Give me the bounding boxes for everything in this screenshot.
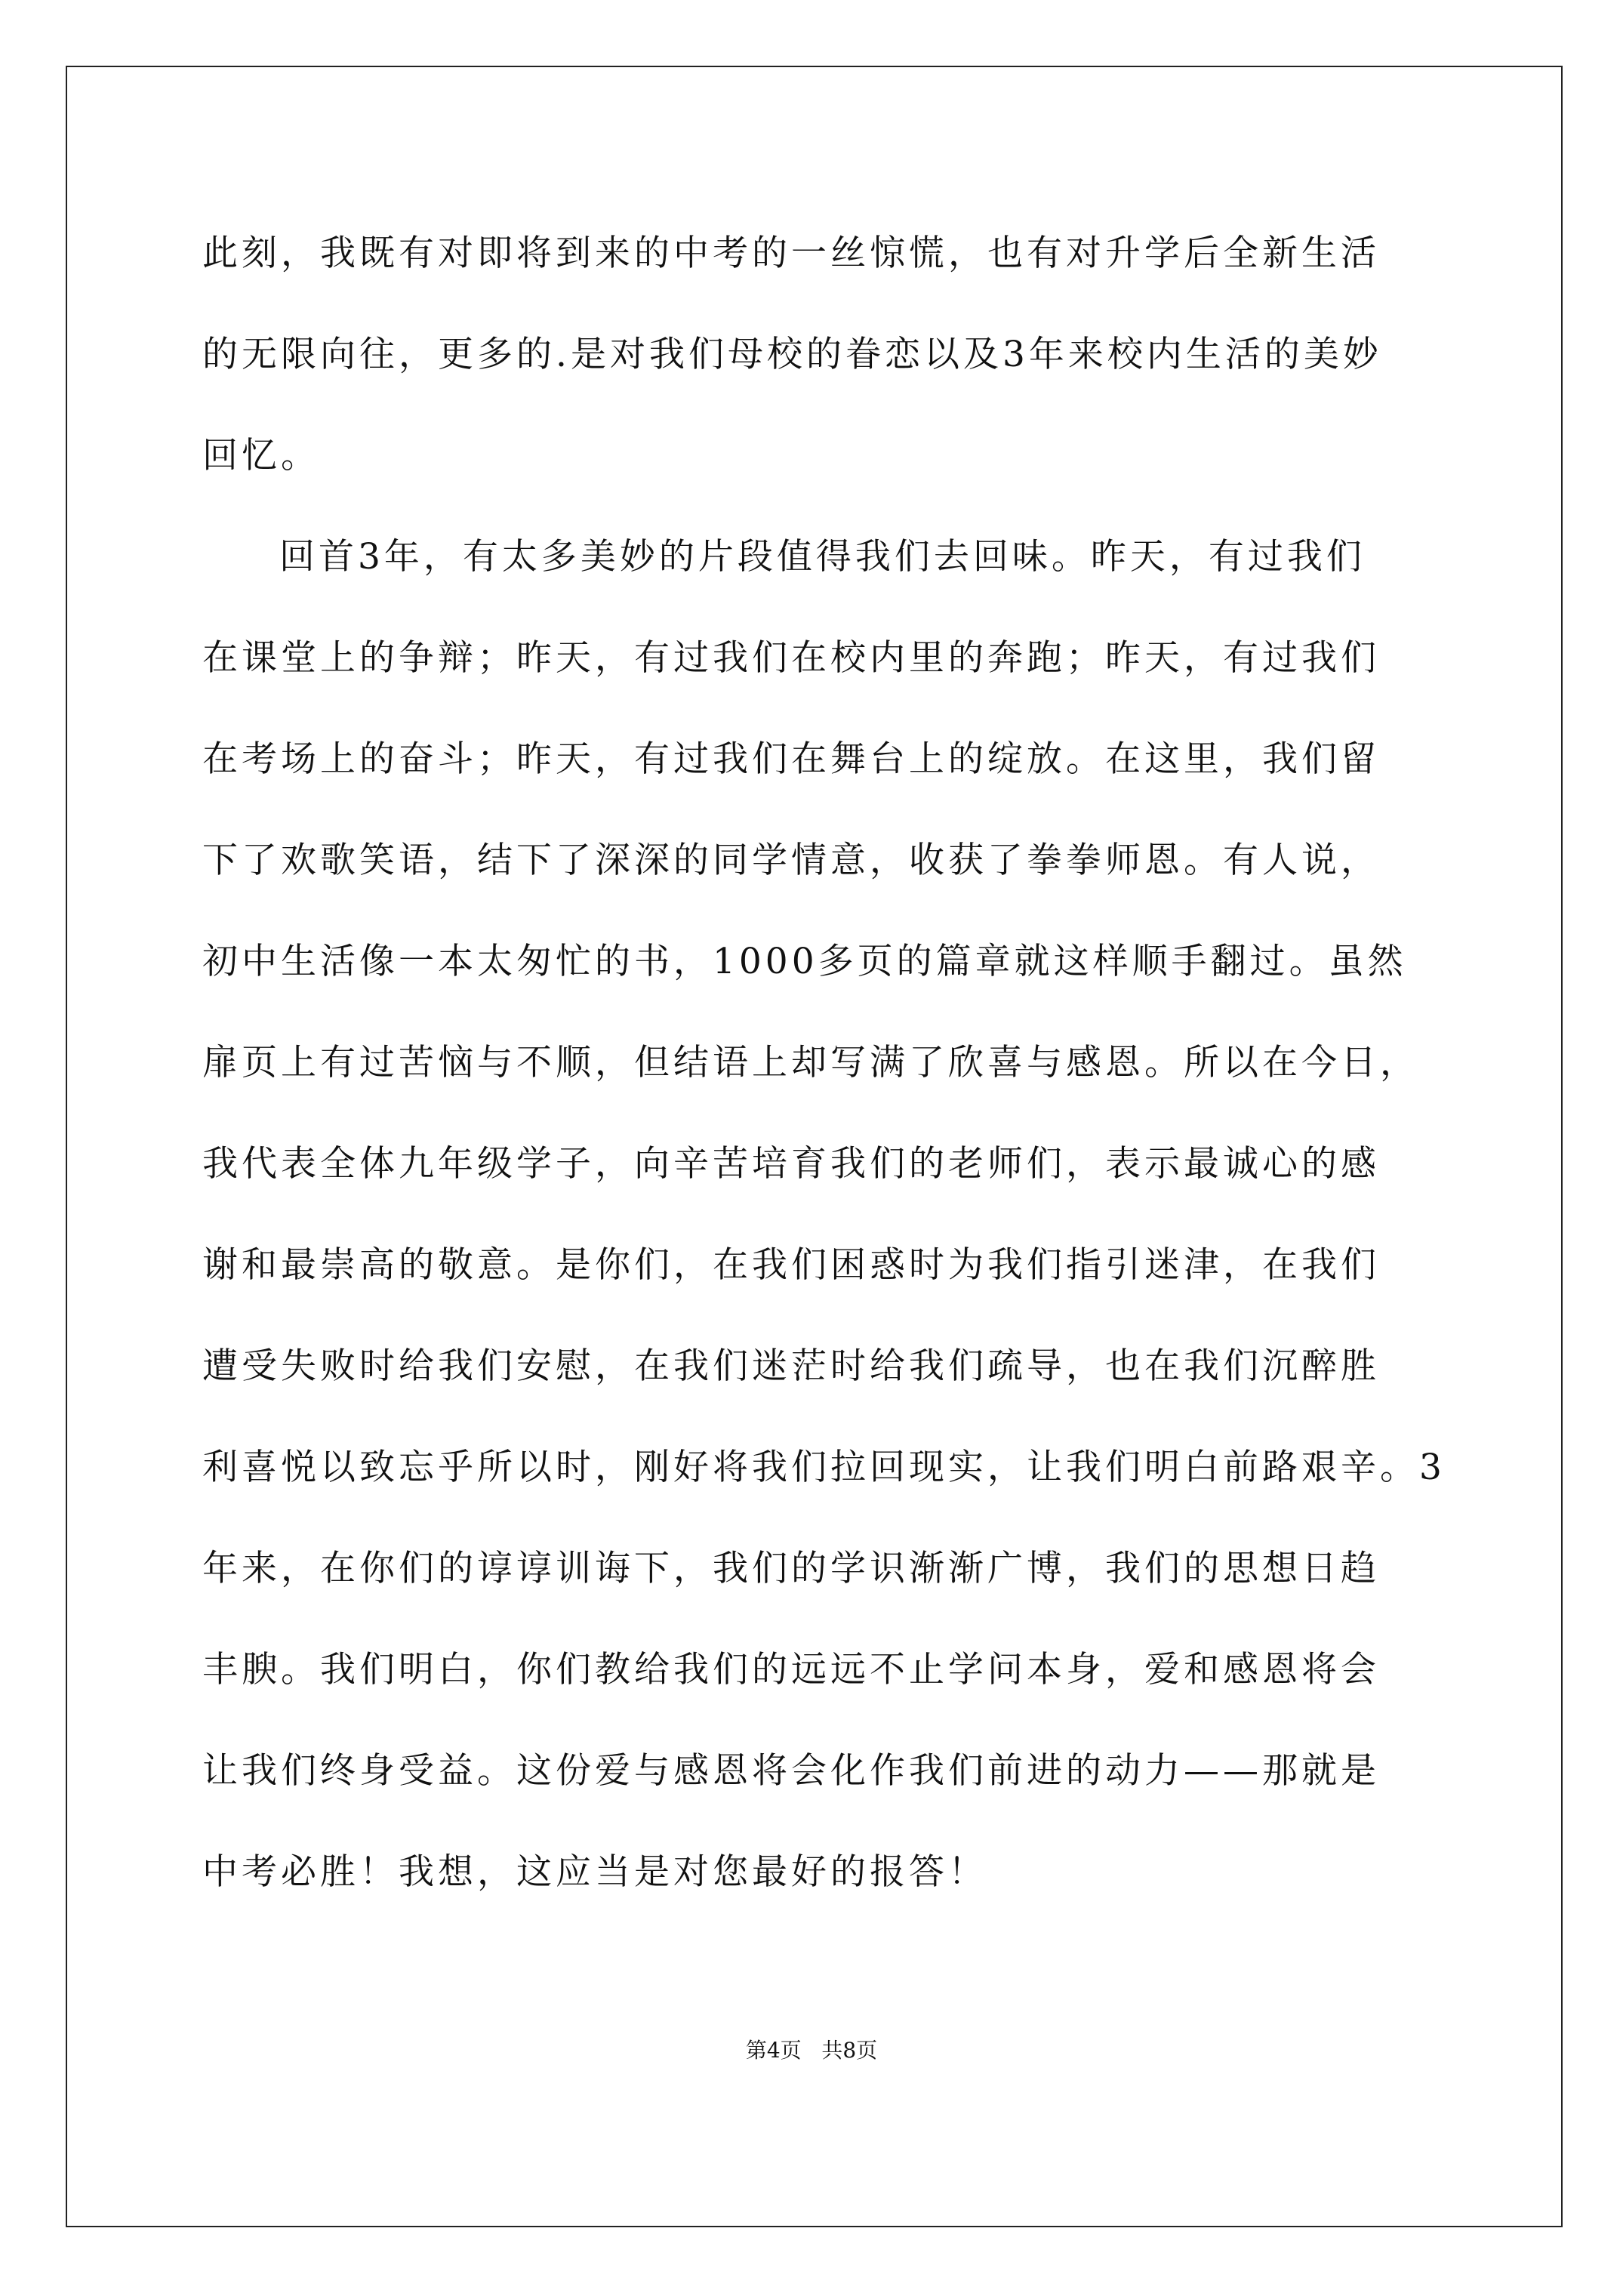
text-line-17: 中考必胜！我想，这应当是对您最好的报答！: [202, 1851, 987, 1893]
text-line-4: 回首3年，有太多美妙的片段值得我们去回味。昨天，有过我们: [279, 536, 1366, 578]
text-line-3: 回忆。: [202, 435, 320, 476]
page-number-footer: 第4页 共8页: [745, 2038, 878, 2063]
text-line-1: 此刻，我既有对即将到来的中考的一丝惊慌，也有对升学后全新生活: [202, 233, 1380, 274]
text-line-11: 谢和最崇高的敬意。是你们，在我们困惑时为我们指引迷津，在我们: [202, 1244, 1380, 1286]
text-line-5: 在课堂上的争辩；昨天，有过我们在校内里的奔跑；昨天，有过我们: [202, 637, 1380, 679]
text-line-13: 利喜悦以致忘乎所以时，刚好将我们拉回现实，让我们明白前路艰辛。3: [202, 1447, 1446, 1488]
text-line-16: 让我们终身受益。这份爱与感恩将会化作我们前进的动力——那就是: [202, 1750, 1380, 1792]
text-line-15: 丰腴。我们明白，你们教给我们的远远不止学问本身，爱和感恩将会: [202, 1649, 1380, 1690]
text-line-12: 遭受失败时给我们安慰，在我们迷茫时给我们疏导，也在我们沉醉胜: [202, 1345, 1380, 1387]
text-line-6: 在考场上的奋斗；昨天，有过我们在舞台上的绽放。在这里，我们留: [202, 738, 1380, 780]
text-line-9: 扉页上有过苦恼与不顺，但结语上却写满了欣喜与感恩。所以在今日，: [202, 1042, 1419, 1083]
text-line-10: 我代表全体九年级学子，向辛苦培育我们的老师们，表示最诚心的感: [202, 1143, 1380, 1185]
text-line-7: 下了欢歌笑语，结下了深深的同学情意，收获了拳拳师恩。有人说，: [202, 840, 1380, 881]
text-line-2: 的无限向往，更多的.是对我们母校的眷恋以及3年来校内生活的美妙: [202, 334, 1382, 375]
text-line-14: 年来，在你们的谆谆训诲下，我们的学识渐渐广博，我们的思想日趋: [202, 1548, 1380, 1589]
text-line-8: 初中生活像一本太匆忙的书，1000多页的篇章就这样顺手翻过。虽然: [202, 941, 1407, 982]
